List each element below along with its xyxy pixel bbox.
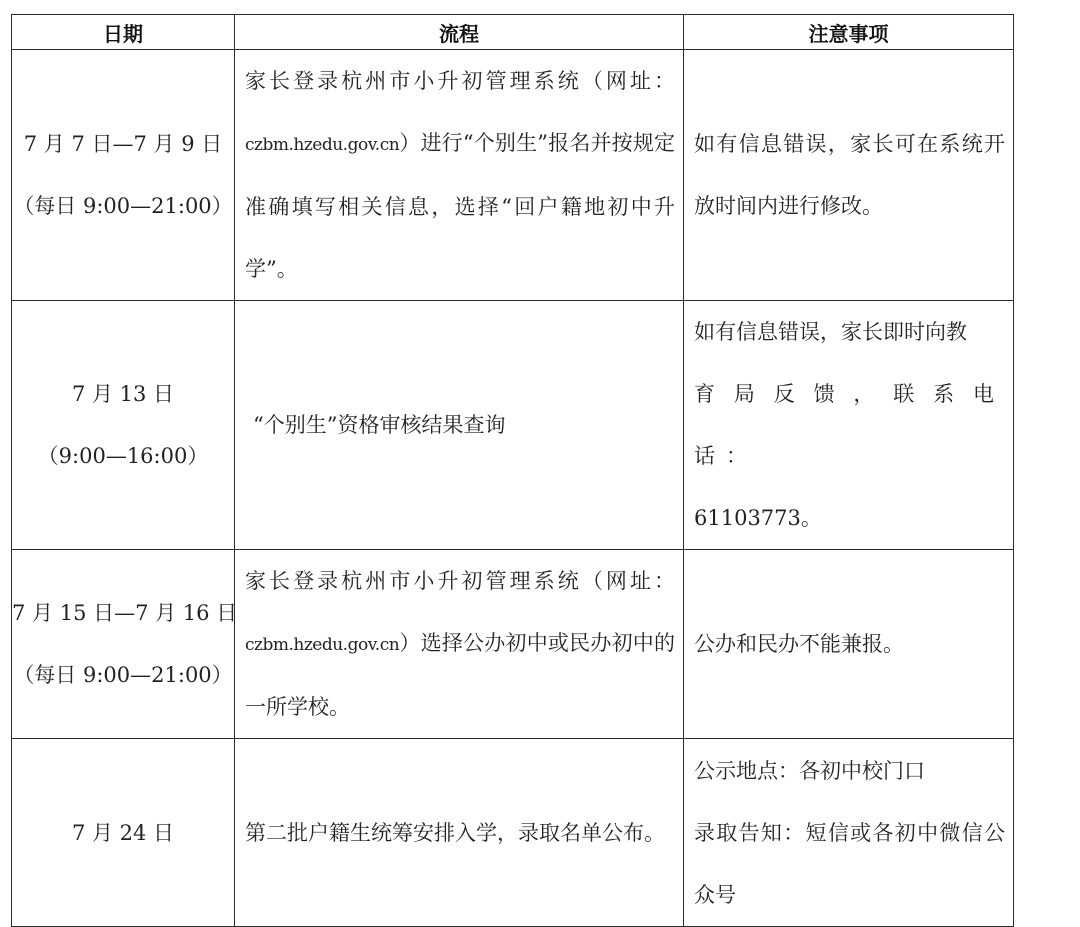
- header-row: [12, 15, 1014, 50]
- process-text: 家长登录杭州市小升初管理系统（网址：: [245, 569, 675, 593]
- process-cell: [235, 50, 684, 301]
- notes-text: 如有信息错误，家长即时向教: [694, 320, 967, 344]
- time-range: （9:00—16:00）: [37, 444, 209, 468]
- date-range: 7 月 15 日—7 月 16 日: [12, 601, 238, 625]
- process-cell: [235, 550, 684, 739]
- header-process: 流程: [235, 15, 684, 50]
- schedule-table: [11, 14, 1014, 927]
- notes-cell: [684, 739, 1014, 927]
- notes-text: 公办和民办不能兼报。: [694, 632, 904, 656]
- notes-location: 公示地点：各初中校门口: [694, 758, 925, 783]
- notes-notification: 录取告知：短信或各初中微信公众号: [694, 820, 1005, 907]
- table-row: [12, 550, 1014, 739]
- date-cell: [12, 301, 235, 550]
- system-url: czbm.hzedu.gov.cn: [245, 635, 400, 655]
- header-notes: 注意事项: [684, 15, 1014, 50]
- header-date: 日期: [12, 15, 235, 50]
- process-text-cont: ）选择公办初中或民办初中的一所学校。: [245, 631, 675, 719]
- notes-cell: [684, 50, 1014, 301]
- date-cell: [12, 50, 235, 301]
- table-row: [12, 301, 1014, 550]
- process-text-cont: ）进行“个别生”报名并按规定准确填写相关信息，选择“回户籍地初中升学”。: [245, 131, 675, 281]
- process-text: 家长登录杭州市小升初管理系统（网址：: [245, 69, 675, 93]
- date-cell: [12, 550, 238, 739]
- process-text: “个别生”资格审核结果查询: [253, 413, 506, 437]
- system-url: czbm.hzedu.gov.cn: [245, 135, 400, 155]
- process-cell: [235, 739, 684, 927]
- time-range: （每日 9:00—21:00）: [13, 194, 233, 218]
- date-cell: [12, 739, 235, 927]
- notes-cell: [684, 550, 1014, 739]
- notes-cell: [684, 301, 1014, 550]
- table-row: [12, 50, 1014, 301]
- process-text: 第二批户籍生统筹安排入学，录取名单公布。: [245, 820, 665, 845]
- date-range: 7 月 13 日: [71, 382, 175, 406]
- date-range: 7 月 7 日—7 月 9 日: [23, 132, 223, 156]
- notes-text: 如有信息错误，家长可在系统开放时间内进行修改。: [694, 132, 1005, 218]
- process-cell: [235, 301, 684, 550]
- time-range: （每日 9:00—21:00）: [13, 663, 233, 687]
- date-range: 7 月 24 日: [71, 820, 175, 845]
- notes-text: 育局反馈，联系电话：: [694, 382, 1005, 468]
- phone-number: 61103773。: [694, 506, 822, 530]
- table-row: [12, 739, 1014, 927]
